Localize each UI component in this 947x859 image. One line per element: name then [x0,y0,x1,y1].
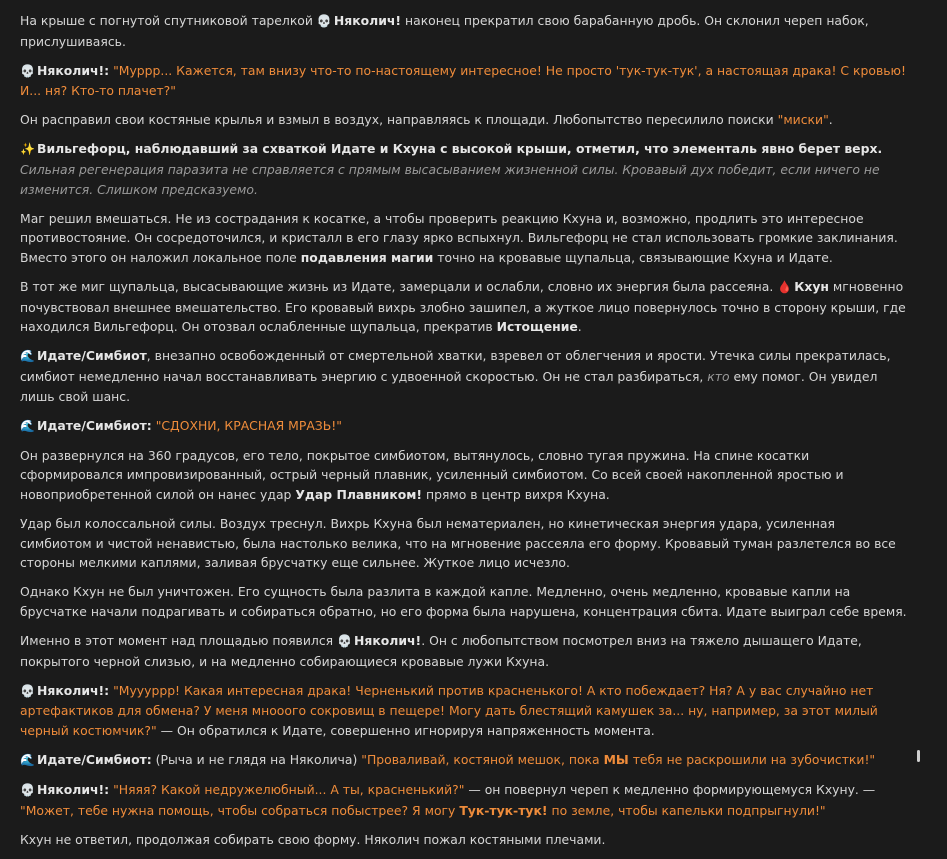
wave-icon: 🌊 [20,349,35,364]
narration-text: , внезапно освобожденный от смертельной хватки, взревел от облегчения и ярости. Утечка силы прекратилась, симбиот немедленно начал восстанавливать энергию с удвоенной скоростью. Он не стал разбираться, [20,348,891,384]
wave-icon: 🌊 [20,752,35,767]
chat-message-body [20,11,908,859]
story-paragraph [20,830,908,850]
story-paragraph [20,139,908,199]
dialogue-text: тебя не раскрошили на зубочистки!" [628,751,876,767]
dialogue-text: МЫ [603,751,629,767]
bold-text: Идате/Симбиот [37,348,147,364]
bold-text: Няколич!: [37,62,110,78]
narration-text: — Он обратился к Идате, совершенно игнорируя напряженность момента. [156,722,655,738]
bold-text: подавления магии [300,249,434,265]
dialogue-text: Тук-тук-тук! [459,802,548,818]
narration-text: — он повернул череп к медленно формирующемуся Кхуну. — [464,782,876,797]
bold-text: , наблюдавший за схваткой Идате и Кхуна с высокой крыши, отметил, что элементаль явно берет верх. [125,141,883,157]
skull-icon: 💀 [20,683,35,698]
skull-icon: 💀 [20,63,35,78]
wave-icon: 🌊 [20,418,35,433]
story-paragraph [20,446,908,505]
scrollbar-thumb[interactable] [917,750,920,762]
story-paragraph [20,780,908,820]
narration-text: В тот же миг щупальца, высасывающие жизнь из Идате, замерцали и ослабли, словно их энергия была рассеяна. [20,279,778,295]
narration-text: На крыше с погнутой спутниковой тарелкой [20,13,317,28]
bold-text: Истощение [496,319,578,335]
narration-text: Он расправил свои костяные крылья и взмыл в воздух, направляясь к площади. Любопытство пересилило поиски [20,112,778,128]
narration-text: мгновенно почувствовал внешнее вмешательство. Его кровавый вихрь злобно зашипел, а жуткое лицо повернулось точно в сторону крыши, где находился Вильгефорц. Он отозвал ослабленные щупальца, прекратив [20,279,906,335]
story-paragraph [20,582,908,621]
narration-text: Удар был колоссальной силы. Воздух треснул. Вихрь Кхуна был нематериален, но кинетическая энергия удара, усиленная симбиотом и чистой ненавистью, была настолько велика, что на мгновение рассеяла его форму. Кровавый туман разлетелся во все стороны мелкими каплями, заливая брусчатку еще сильнее. Жуткое лицо исчезло. [20,515,896,571]
italic-text: кто [707,368,730,384]
dialogue-text: по земле, чтобы капельки подпрыгнули!" [547,802,826,818]
skull-icon: 💀 [337,633,352,648]
narration-text: Он развернулся на 360 градусов, его тело, покрытое симбиотом, вытянулось, словно тугая пружина. На спине косатки сформировался импровизированный, острый черный плавник, усиленный симбиотом. Со всей своей накопленной яростью и новоприобретенной силой он нанес удар [20,447,844,502]
story-paragraph [20,110,908,130]
narration-text: Маг решил вмешаться. Не из сострадания к косатке, а чтобы проверить реакцию Кхуна и, возможно, продлить это интересное противостояние. Он сосредоточился, и кристалл в его глазу ярко вспыхнул. Вильгефорц не стал использовать громкие заклинания. Вместо этого он наложил локальное поле [20,210,898,265]
story-paragraph [20,514,908,573]
story-paragraph [20,11,908,51]
narration-text: Кхун не ответил, продолжая собирать свою форму. Няколич пожал костяными плечами. [20,831,606,847]
story-paragraph [20,416,908,437]
bold-text: Няколич! [333,13,402,28]
dialogue-text: "Муррр... Кажется, там внизу что-то по-настоящему интересное! Не просто 'тук-тук-тук', а настоящая драка! С кровью! И... ня? Кто-то плачет?" [20,62,906,99]
bold-text: Няколич!: [37,782,110,797]
bold-text: Няколич! [354,632,422,648]
bold-text: Няколич!: [37,682,110,698]
skull-icon: 💀 [316,14,332,28]
story-paragraph [20,346,908,406]
narration-text: . [828,112,833,128]
story-paragraph [20,209,908,268]
story-paragraph [20,277,908,337]
dialogue-text: "миски" [777,112,829,128]
blood-drop-icon: 🩸 [777,280,793,295]
dialogue-text: "Проваливай, костяной мешок, пока [361,751,604,767]
italic-text: Сильная регенерация паразита не справляется с прямым высасыванием жизненной силы. Кровавый дух победит, если ничего не изменится. Слишком предсказуемо. [20,162,880,197]
narration-text: . Он с любопытством посмотрел вниз на тяжело дышащего Идате, покрытого черной слизью, и на медленно собирающиеся кровавые лужи Кхуна. [20,632,862,669]
dialogue-text: "Может, тебе нужна помощь, чтобы собраться побыстрее? Я могу [20,802,460,818]
story-paragraph [20,631,908,671]
narration-text: наконец прекратил свою барабанную дробь. Он склонил череп набок, прислушиваясь. [20,13,869,49]
bold-text: Вильгефорц [37,141,126,157]
story-paragraph [20,750,908,771]
bold-text: Кхун [794,279,829,295]
narration-text: Однако Кхун не был уничтожен. Его сущность была разлита в каждой капле. Медленно, очень медленно, кровавые капли на брусчатке начали подрагивать и собираться обратно, но его форма была нарушена, концентрация сбита. Идате выиграл себе время. [20,584,907,619]
dialogue-text: "СДОХНИ, КРАСНАЯ МРАЗЬ!" [155,417,342,433]
narration-text: (Рыча и не глядя на Няколича) [151,751,362,767]
bold-text: Идате/Симбиот: [37,417,152,433]
narration-text: прямо в центр вихря Кхуна. [422,486,610,502]
bold-text: Удар Плавником! [295,486,423,502]
narration-text: точно на кровавые щупальца, связывающие Кхуна и Идате. [433,249,833,265]
dialogue-text: "Муууррр! Какая интересная драка! Черненький против красненького! А кто побеждает? Ня? А у вас случайно нет артефактиков для обмена? У меня мнооого сокровищ в пещере! Могу дать блестящий камушек за... ну, например, за этот милый черный костюмчик?" [20,682,878,738]
narration-text: Именно в этот момент над площадью появился [20,632,338,648]
story-paragraph [20,61,908,101]
bold-text: Идате/Симбиот: [37,751,152,767]
sparkles-icon: ✨ [20,142,35,157]
dialogue-text: "Няяя? Какой недружелюбный... А ты, красненький?" [113,782,465,797]
skull-icon: 💀 [20,783,35,797]
narration-text: ему помог. Он увидел лишь свой шанс. [20,368,878,404]
narration-text: . [577,319,582,335]
story-paragraph [20,681,908,741]
